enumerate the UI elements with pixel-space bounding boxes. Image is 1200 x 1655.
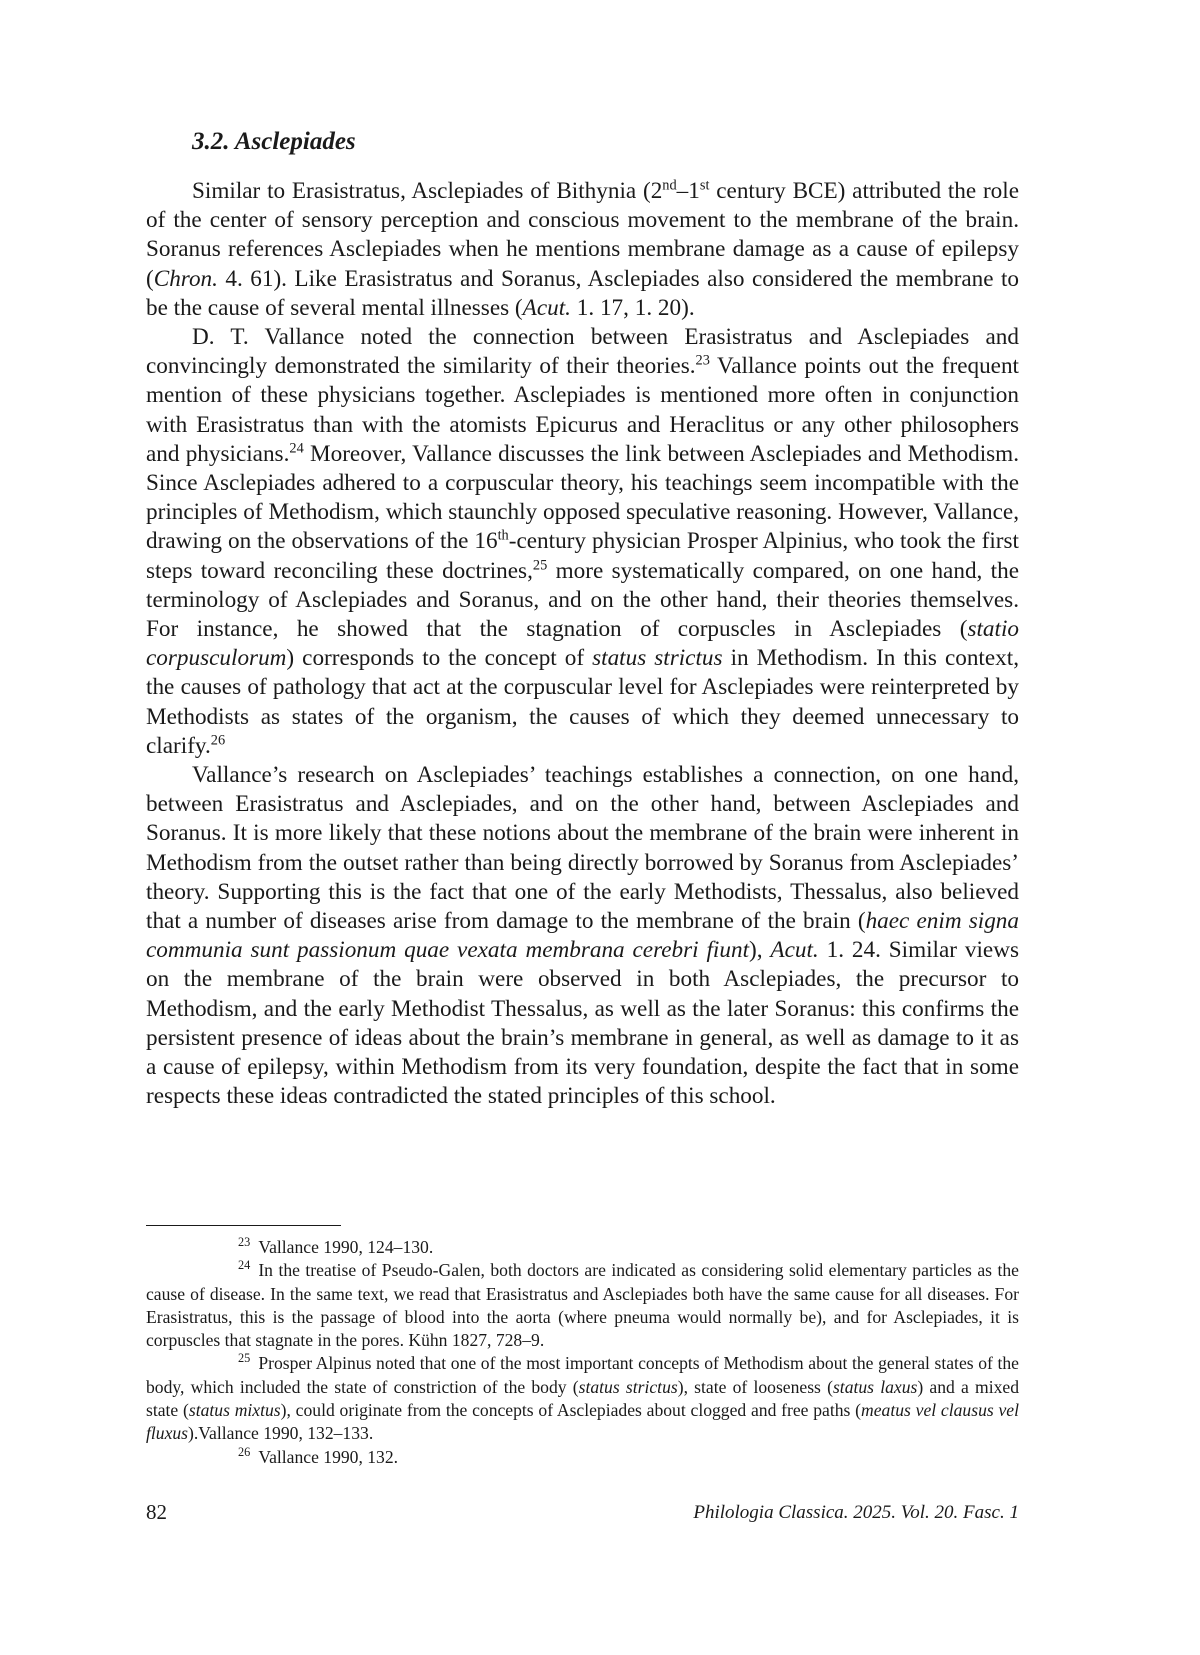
footnote-number	[192, 1352, 250, 1375]
text-run: Prosper Alpinus noted that one of the most important concepts of Methodism about the general states of the body, which included the state of constriction of the body (	[146, 1353, 1019, 1397]
text-run: more systematically compared, on one hand, the terminology of Asclepiades and Soranus, and on the other hand, their theories themselves. For instance, he showed that the stagnation of corpuscles in Asclepiades (	[146, 557, 1020, 643]
footnote-number-label: 26	[238, 1444, 251, 1459]
footnote-number	[192, 1446, 250, 1469]
paragraph	[146, 761, 1019, 1111]
text-run: ), state of looseness (	[677, 1376, 833, 1397]
text-run: 4. 61). Like Erasistratus and Soranus, Asclepiades also considered the membrane to be the cause of several mental illnesses (	[146, 265, 1019, 321]
text-run: Vallance points out the frequent mention of these physicians together. Asclepiades is mentioned more often in conjunction with Erasistratus than with the atomists Epicurus and Heraclitus or any other philosophers and physicians.	[146, 353, 1020, 467]
italic-text: status strictus	[578, 1376, 678, 1397]
italic-text: status mixtus	[188, 1400, 281, 1421]
text-run: In the treatise of Pseudo-Galen, both doctors are indicated as considering solid elementary particles as the cause of disease. In the same text, we read that Erasistratus and Asclepiades both have the same cause for all diseases. For Erasistratus, this is the passage of blood into the aorta (where pneuma would normally be), and for Asclepiades, it is corpuscles that stagnate in the pores. Kühn 1827, 728–9.	[146, 1260, 1019, 1351]
text-run: ) and a mixed state (	[146, 1376, 1019, 1421]
page-number: 82	[146, 1500, 167, 1524]
footnote	[146, 1259, 1019, 1352]
italic-text: Chron.	[153, 265, 218, 292]
footnote-ref: 24	[289, 440, 304, 457]
text-run: 1. 24. Similar views on the membrane of the brain were observed in both Asclepiades, the precursor to Methodism, and the early Methodist Thessalus, as well as the later Soranus: this confirms the persistent presence of ideas about the brain’s membrane in general, as well as damage to it as a cause of epilepsy, within Methodism from its very foundation, despite the fact that in some respects these ideas contradicted the stated principles of this school.	[146, 937, 1019, 1110]
italic-text: meatus vel clausus vel fluxus	[146, 1400, 1019, 1444]
text-run: Vallance’s research on Asclepiades’ teachings establishes a connection, on one hand, between Erasistratus and Asclepiades, and on the other hand, between Asclepiades and Soranus. It is more likely that these notions about the membrane of the brain were inherent in Methodism from the outset rather than being directly borrowed by Soranus from Asclepiades’ theory. Supporting this is the fact that one of the early Methodists, Thessalus, also believed that a number of diseases arise from damage to the membrane of the brain (	[146, 762, 1019, 935]
text-run: Vallance 1990, 124–130.	[258, 1237, 434, 1257]
footnote-ref: th	[497, 527, 509, 544]
footnotes	[146, 1236, 1019, 1469]
text-run: -century physician Prosper Alpinius, who took the first steps toward reconciling these doctrines,	[146, 528, 1019, 584]
text-run: –1	[676, 178, 700, 204]
footnote-number	[192, 1236, 250, 1259]
text-run: 1. 17, 1. 20).	[570, 294, 695, 321]
text-run: Similar to Erasistratus, Asclepiades of Bithynia (2	[192, 178, 663, 204]
footnote-ref: st	[699, 177, 710, 194]
footnote-number-label: 23	[238, 1235, 251, 1250]
footnote-ref: 25	[532, 556, 548, 573]
section-heading	[192, 128, 356, 156]
footnote-ref: nd	[662, 177, 677, 194]
section-number: 3.2.	[192, 128, 230, 155]
footnote	[146, 1236, 1019, 1259]
body-text	[146, 177, 1019, 1112]
running-footer-journal: Philologia Classica. 2025. Vol. 20. Fasc. 1	[693, 1502, 1019, 1523]
footnote-number	[192, 1259, 250, 1282]
section-title: Asclepiades	[234, 128, 356, 155]
italic-text: status strictus	[592, 645, 723, 672]
text-run: Moreover, Vallance discusses the link between Asclepiades and Methodism. Since Asclepiades adhered to a corpuscular theory, his teachings seem incompatible with the principles of Methodism, which staunchly opposed speculative reasoning. However, Vallance, drawing on the observations of the 16	[146, 440, 1020, 555]
footnote-rule	[146, 1225, 341, 1226]
italic-text: Acut.	[770, 937, 819, 964]
paragraph	[146, 177, 1019, 323]
text-run: ), could originate from the concepts of Asclepiades about clogged and free paths (	[280, 1400, 862, 1421]
text-run: Vallance 1990, 132.	[258, 1446, 399, 1467]
footnote-number-label: 24	[238, 1258, 251, 1273]
footnote-ref: 26	[210, 732, 226, 749]
italic-text: status laxus	[832, 1376, 918, 1397]
text-run: ).Vallance 1990, 132–133.	[188, 1423, 374, 1444]
italic-text: Acut.	[522, 294, 571, 321]
paragraph	[146, 323, 1019, 761]
footnote	[146, 1446, 1019, 1469]
text-run: ) corresponds to the concept of	[286, 645, 593, 672]
text-run: century BCE) attributed the role of the center of sensory perception and conscious movement to the membrane of the brain. Soranus references Asclepiades when he mentions membrane damage as a cause of epilepsy (	[146, 178, 1019, 292]
text-run: ),	[749, 937, 771, 964]
text-run: in Methodism. In this context, the causes of pathology that act at the corpuscular level for Asclepiades were reinterpreted by Methodists as states of the organism, the causes of which they deemed unnecessary to clarify.	[146, 645, 1020, 759]
footnote-number-label: 25	[238, 1351, 251, 1366]
italic-text: haec enim signa communia sunt passionum quae vexata membrana cerebri fiunt	[146, 908, 1019, 964]
italic-text: statio corpusculorum	[146, 616, 1019, 672]
footnote-ref: 23	[695, 352, 710, 369]
text-run: D. T. Vallance noted the connection between Erasistratus and Asclepiades and convincingly demonstrated the similarity of their theories.	[146, 324, 1019, 380]
footnote	[146, 1352, 1019, 1445]
